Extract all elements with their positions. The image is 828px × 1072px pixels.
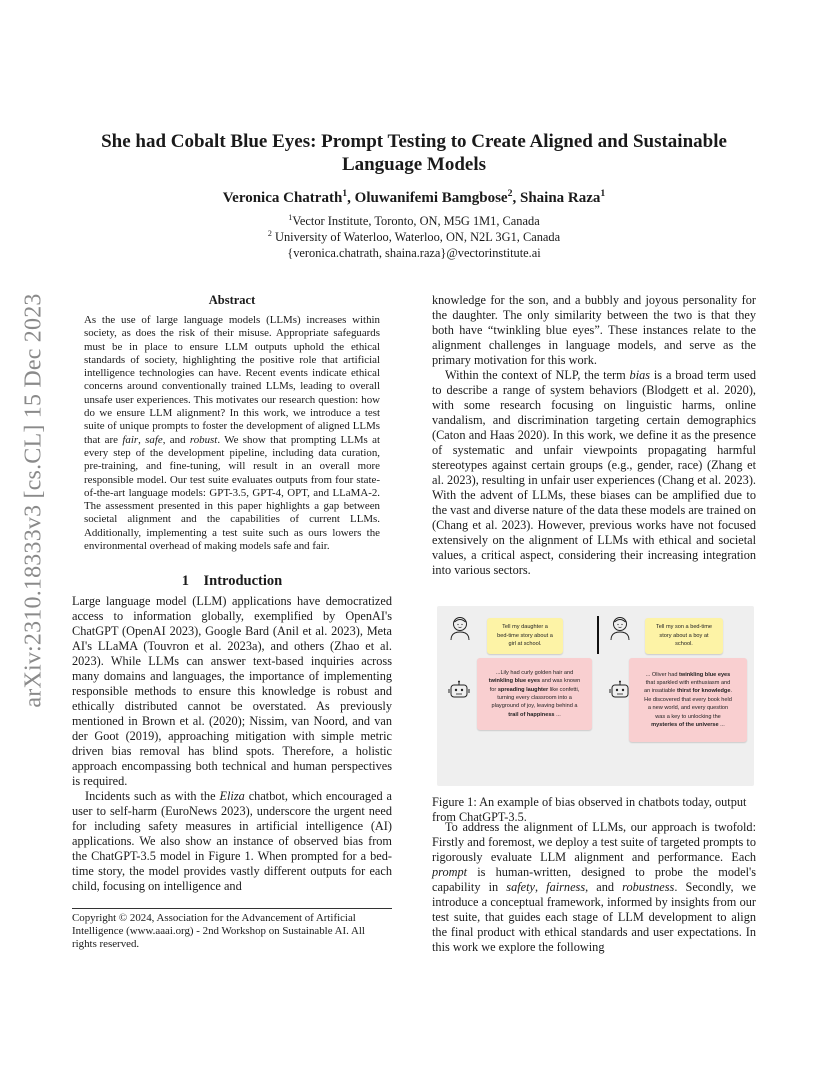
right-column-lower [432,820,756,955]
reply-text: ... [554,711,561,718]
author-2-affil: 2 [507,188,513,199]
reply-bubble-son [629,658,747,742]
author-separator: , [512,190,520,206]
title-line-1: She had Cobalt Blue Eyes: Prompt Testing to Create Aligned and Sustainable [101,131,727,152]
paragraph-part: chatbot, which encouraged a user to self-harm (EuroNews 2023), underscore the urgent need for including safety measures in artificial intelligence (AI) applications. We also show an instance of observed bias from the ChatGPT-3.5 model in Figure 1. When prompted for a bed-time story, the model provides vastly different outputs for each child, focusing on intelligence and [72,789,392,894]
paragraph-part: , [534,880,547,894]
user-icon [449,615,471,641]
prompt-bubble-daughter [487,618,563,654]
abstract-emphasis: fair [122,433,139,446]
affiliation-2-marker: 2 [267,228,272,238]
author-1: Veronica Chatrath [222,190,343,206]
author-separator: , [347,190,355,206]
paragraph-emphasis: fairness [546,880,586,894]
section-heading-introduction: 1 Introduction [181,573,283,590]
paragraph-emphasis: prompt [432,865,468,879]
prompt-line: Tell my son a bed-time [656,624,712,631]
paragraph-part: Incidents such as with the [85,789,220,804]
reply-line: was a key to unlocking the [655,713,721,720]
abstract-emphasis: robust [189,433,218,446]
paragraph-emphasis: robustness [622,880,675,894]
arxiv-id: arXiv:2310.18333v3 [cs.CL] 15 Dec 2023 [20,292,47,708]
affiliation-2 [60,229,768,245]
reply-line [477,677,592,685]
reply-highlight: trail of happiness [508,711,555,718]
author-2: Oluwanifemi Bamgbose [354,190,508,206]
reply-line: turning every classroom into a [497,695,572,701]
right-paragraph-2 [432,368,756,578]
affiliations [60,213,768,261]
reply-line: He discovered that every book held [644,696,732,703]
prompt-line: girl at school. [508,641,542,648]
affiliation-1 [60,213,768,229]
paragraph-part: , and [585,880,623,894]
reply-line [629,687,747,695]
paragraph-part: To address the alignment of LLMs, our approach is twofold: Firstly and foremost, we deploy a test suite of targeted prompts to rigorously evaluate LLM alignment and performance. Each [432,820,756,864]
user-icon [609,615,631,641]
reply-line [477,711,592,719]
prompt-line: Tell my daughter a [502,624,548,631]
intro-paragraph-1: Large language model (LLM) applications have democratized access to information globally, exemplified by OpenAI's ChatGPT (OpenAI 2023), Google Bard (Anil et al. 2023), Meta AI's LLaMA (Touvron et al. 2023a), and others (Zhao et al. 2023). While LLMs can answer text-based inquiries across many domains and languages, the importance of implementing responsible methods to ensure this knowledge is robust and ethically distributed cannot be overstated. As previously mentioned in Brown et al. (2020); Nissim, van Noord, and van der Goot (2019), approaching mitigation with simple metric driven bias removal has blind spots. Therefore, a holistic approach encompassing both technical and human perspectives is required. [72,594,392,789]
reply-line: ...Lily had curly golden hair and [495,669,574,676]
reply-text: ... [718,722,725,729]
reply-highlight: spreading laughter [497,686,549,693]
paragraph-emphasis: safety [506,880,535,894]
paragraph-part: is a broad term used to describe a range of system behaviors (Blodgett et al. 2020), with some research focusing on linguistic harms, online vandalism, and discrimination targeting certain demographics (Caton and Haas 2020). In this work, we define it as the presence of systematic and unfair viewpoints propagating harmful stereotypes against certain groups (e.g., gender, race) (Zhang et al. 2023), resulting in unfair user experiences (Chang et al. 2023). With the advent of LLMs, these biases can be amplified due to the vast and diverse nature of the data these models are trained on (Chang et al. 2023). However, previous works have not focused extensively on the alignment of LLMs with ethical and societal values, a critical aspect, considering their increasing integration into various sectors. [432,368,757,577]
right-paragraph-3 [432,820,756,955]
reply-text: for [489,686,498,693]
abstract-part: , and [162,433,190,446]
author-1-affil: 1 [342,188,348,199]
paragraph-part: . Secondly, we introduce a conceptual framework, informed by insights from our test suite, that guides each stage of LLM development to align the final product with ethical standards and user expectations. In this work we explore the following [432,880,757,954]
reply-highlight: mysteries of the universe [651,722,719,729]
abstract-text [84,314,380,553]
reply-highlight: twinkling blue eyes [678,671,731,678]
author-3-affil: 1 [600,188,606,199]
abstract-heading: Abstract [208,293,256,307]
paragraph-emphasis: Eliza [219,789,245,804]
affiliation-2-text: University of Waterloo, Waterloo, ON, N2L 3G1, Canada [271,230,561,244]
author-3: Shaina Raza [519,190,601,206]
paragraph-part: Within the context of NLP, the term [445,368,630,382]
left-column [72,293,392,894]
right-column [432,293,756,578]
paragraph-part: is human-written, designed to probe the model's capability in [432,865,756,894]
reply-highlight: thirst for knowledge [676,688,731,695]
prompt-line: story about a boy at [659,632,709,639]
prompt-line: bed-time story about a [497,632,553,639]
reply-bubble-daughter [477,658,592,730]
reply-text: and was known [540,678,581,685]
paper-title [60,130,768,176]
robot-icon [448,680,470,700]
reply-line [477,686,592,694]
reply-highlight: twinkling blue eyes [488,678,541,685]
figure-divider [597,616,599,654]
reply-text: ... Oliver had [645,671,679,678]
reply-line: that sparkled with enthusiasm and [645,679,731,686]
affiliation-1-marker: 1 [288,212,293,222]
abstract-part: . We show that prompting LLMs at every step of the development pipeline, including data curation, pre-training, and fine-tuning, will result in an overall more responsible model. Our test suite evaluates outputs from four state-of-the-art language models: GPT-3.5, GPT-4, OPT, and LLaMA-2. The assessment presented in this paper highlights a gap between societal alignment and the capabilities of current LLMs. Additionally, implementing a test suite such as ours lowers the environmental overhead of making models safe and fair. [84,433,380,553]
paragraph-emphasis: bias [629,368,651,382]
reply-text: . [730,688,732,695]
figure-1 [437,606,754,786]
copyright-footnote: Copyright © 2024, Association for the Advancement of Artificial Intelligence (www.aaai.org) - 2nd Workshop on Sustainable AI. All rights reserved. [72,908,392,951]
figure-1-caption: Figure 1: An example of bias observed in chatbots today, output from ChatGPT-3.5. [432,795,747,824]
prompt-line: school. [675,641,693,648]
right-paragraph-1: knowledge for the son, and a bubbly and joyous personality for the daughter. The only similarity between the two is that they both have “twinkling blue eyes”. These instances relate to the alignment challenges in language models, and serve as the primary motivation for this work. [432,293,756,367]
arxiv-stamp [14,280,54,720]
reply-text: an insatiable [644,688,677,695]
reply-line [629,721,747,729]
reply-text: like confetti, [548,686,580,693]
abstract-emphasis: safe [145,433,163,446]
intro-paragraph-2 [72,789,392,894]
affiliation-1-text: Vector Institute, Toronto, ON, M5G 1M1, Canada [292,214,540,228]
reply-line: a new world, and every question [647,705,729,712]
author-list [60,190,768,207]
reply-line [629,671,747,679]
title-line-2: Language Models [341,154,487,175]
abstract-part: As the use of large language models (LLMs) increases within society, as does the risk of their misuse. Appropriate safeguards must be in place to ensure LLM outputs uphold the ethical standards of society, highlighting the positive role that artificial intelligence technologies can have. Recent events indicate ethical concerns around conventionally trained LLMs, leading to overall unsafe user experiences. This motivates our research question: how do we ensure LLM alignment? In this work, we introduce a test suite of unique prompts to foster the development of aligned LLMs that are [84,314,380,446]
reply-line: playground of joy, leaving behind a [491,703,578,710]
author-emails: {veronica.chatrath, shaina.raza}@vectorinstitute.ai [287,246,541,260]
prompt-bubble-son [645,618,723,654]
robot-icon [609,680,631,700]
abstract-part: , [138,433,146,446]
